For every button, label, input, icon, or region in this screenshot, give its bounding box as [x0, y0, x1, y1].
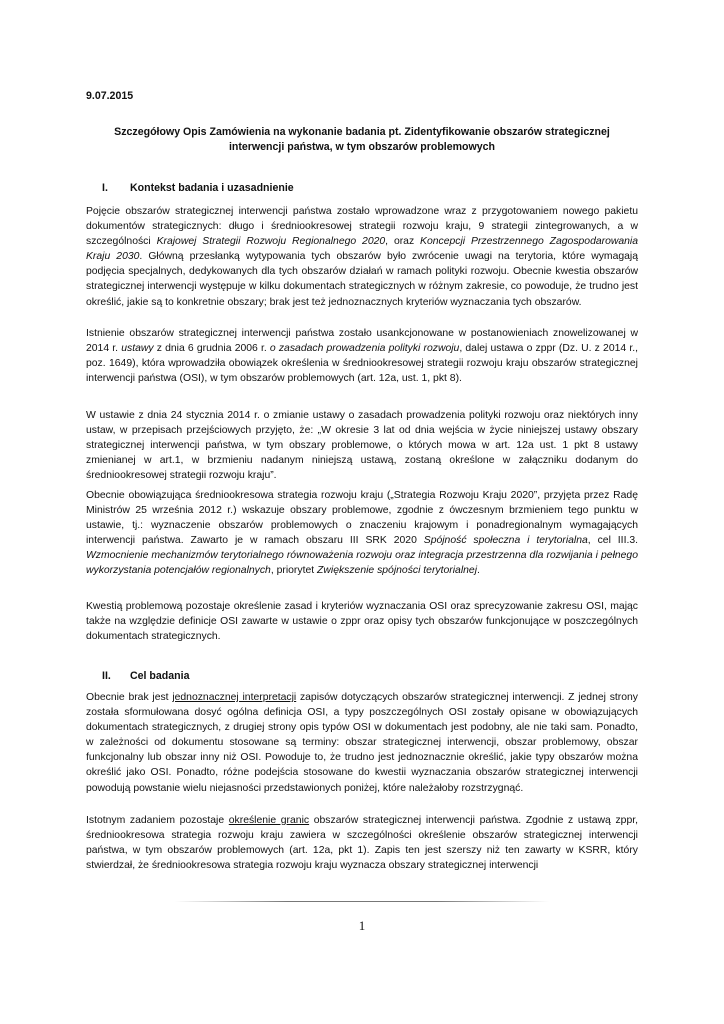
section-2-heading: [86, 670, 189, 682]
section-2-title: Cel badania: [130, 670, 190, 682]
section-1-paragraph-5: Kwestią problemową pozostaje określenie zasad i kryteriów wyznaczania OSI oraz sprecyzowanie zakresu OSI, mając także na względzie definicje OSI zawarte w ustawie o zppr oraz opisy tych obszarów funkcjonujące w poszczególnych dokumentach strategicznych.: [86, 601, 638, 643]
section-1-paragraph-4: Obecnie obowiązująca średniookresowa strategia rozwoju kraju („Strategia Rozwoju Kraju 2020”, przyjęta przez Radę Ministrów 25 września 2012 r.) wskazuje obszary problemowe, zgodnie z ówczesnym brzmieniem tego punktu w ustawie, tj.: wyznaczenie obszarów problemowych o znaczeniu krajowym i ponadregionalnym wymagających interwencji państwa. Zawarto je w ramach obszaru III SRK 2020 Spójność społeczna i terytorialna, cel III.3. Wzmocnienie mechanizmów terytorialnego równoważenia rozwoju oraz integracja przestrzenna dla rozwijania i pełnego wykorzystania potencjałów regionalnych, priorytet Zwiększenie spójności terytorialnej.: [86, 490, 639, 577]
footer-divider: [175, 901, 549, 902]
section-1-heading: [86, 182, 294, 194]
section-1-paragraph-2: Istnienie obszarów strategicznej interwencji państwa zostało usankcjonowane w postanowieniach znowelizowanej w 2014 r. ustawy z dnia 6 grudnia 2006 r. o zasadach prowadzenia polityki rozwoju, dalej ustawa o zppr (Dz. U. z 2014 r., poz. 1649), która wprowadziła obowiązek określenia w średniookresowej strategii rozwoju kraju obszarów strategicznej interwencji państwa (OSI), w tym obszarów problemowych (art. 12a, ust. 1, pkt 8).: [86, 328, 638, 385]
title-line-1: Szczegółowy Opis Zamówienia na wykonanie badania pt. Zidentyfikowanie obszarów strategicznej: [114, 126, 610, 138]
section-1-paragraph-1: Pojęcie obszarów strategicznej interwencji państwa zostało wprowadzone wraz z przygotowaniem nowego pakietu dokumentów strategicznych: długo i średniookresowej strategii rozwoju kraju, 9 strategii zintegrowanych, a w szczególności Krajowej Strategii Rozwoju Regionalnego 2020, oraz Koncepcji Przestrzennego Zagospodarowania Kraju 2030. Główną przesłanką wytypowania tych obszarów było zwrócenie uwagi na terytoria, które wymagają podjęcia specjalnych, dedykowanych dla tych obszarów działań w ramach polityki rozwoju. Obecnie kwestia obszarów strategicznej interwencji występuje w kilku dokumentach strategicznych w różnym zakresie, co powoduje, że trudno jest określić, jakie są to konkretnie obszary; brak jest też jednoznacznych kryteriów wyznaczania tych obszarów.: [86, 206, 639, 308]
page-number: 1: [358, 918, 366, 933]
section-2-paragraph-2: Istotnym zadaniem pozostaje określenie granic obszarów strategicznej interwencji państwa. Zgodnie z ustawą zppr, średniookresowa strategia rozwoju kraju zawiera w szczególności określenie obszarów strategicznej interwencji państwa, w tym obszarów problemowych (art. 12a, pkt 1). Zapis ten jest szerszy niż ten zawarty w KSRR, który stwierdzał, że średniookresowa strategia rozwoju kraju wyznacza obszary strategicznej interwencji: [86, 815, 638, 872]
section-1-paragraph-3: W ustawie z dnia 24 stycznia 2014 r. o zmianie ustawy o zasadach prowadzenia polityki rozwoju oraz niektórych inny ustaw, w przepisach przejściowych przyjęto, że: „W okresie 3 lat od dnia wejścia w życie niniejszej ustawy obszary strategicznej interwencji państwa, w tym obszary problemowe, o których mowa w art. 12a ust. 1 pkt 8 ustawy zmienianej w art.1, w brzmieniu nadanym niniejszą ustawą, zostaną określone w załączniku dodanym do średniookresowej strategii rozwoju kraju”.: [86, 410, 638, 482]
document-date: 9.07.2015: [86, 90, 134, 102]
section-2-number: II.: [102, 670, 111, 682]
section-1-title: Kontekst badania i uzasadnienie: [130, 182, 294, 194]
document-title: [86, 125, 638, 155]
section-1-number: I.: [102, 182, 108, 194]
section-2-paragraph-1: Obecnie brak jest jednoznacznej interpretacji zapisów dotyczących obszarów strategicznej interwencji. Z jednej strony została sformułowana dosyć ogólna definicja OSI, a typy poszczególnych OSI zostały opisane w obowiązujących dokumentach strategicznych, z drugiej strony opis typów OSI w dokumentach jest podobny, ale nie taki sam. Ponadto, w zależności od dokumentu stosowane są terminy: obszar strategicznej interwencji, obszar problemowy, obszar funkcjonalny lub obszar inny niż OSI. Powoduje to, że trudno jest jednoznacznie określić, jakie typy obszarów można określić jako OSI. Ponadto, różne podejścia stosowane do kwestii wyznaczania obszarów strategicznej interwencji powodują powstanie wielu niejasności przedstawionych poniżej, które należałoby rozstrzygnąć.: [86, 692, 638, 794]
title-line-2: interwencji państwa, w tym obszarów problemowych: [228, 141, 496, 153]
